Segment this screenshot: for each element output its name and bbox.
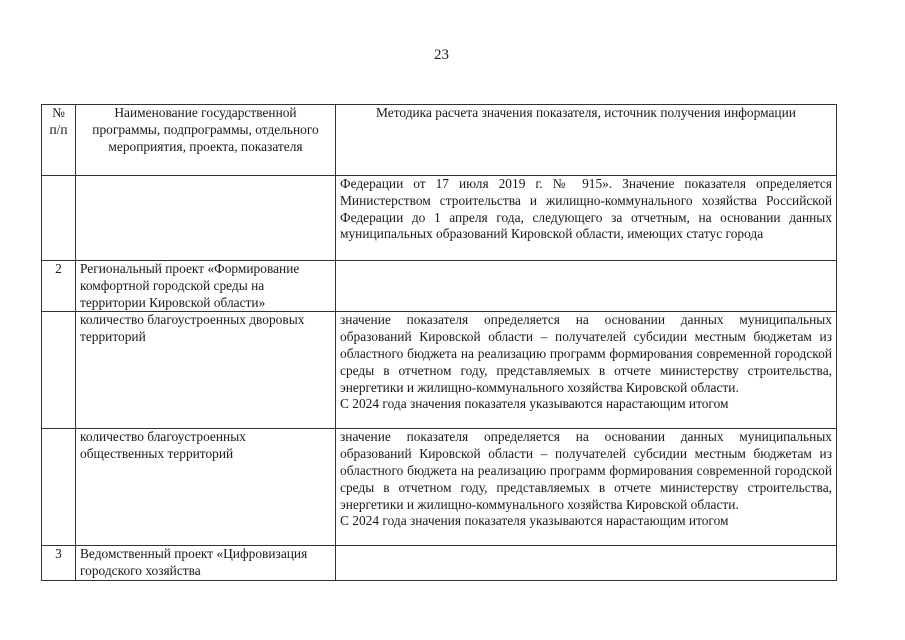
table-row <box>42 312 837 429</box>
row-name: Региональный проект «Формирование комфортной городской среды на территории Кировской области» <box>76 261 336 312</box>
method-text: Федерации от 17 июля 2019 г. № 915». Значение показателя определяется Министерством строительства и жилищно-коммунального хозяйства Российской Федерации до 1 апреля года, следующего за отчетным, на основании данных муниципальных образований Кировской области, имеющих статус города <box>340 176 832 242</box>
table-row <box>42 429 837 546</box>
indicators-table <box>41 104 837 581</box>
method-note: С 2024 года значения показателя указываются нарастающим итогом <box>340 396 729 412</box>
header-name: Наименование государственной программы, подпрограммы, отдельного мероприятия, проекта, показателя <box>76 105 336 176</box>
row-method <box>336 176 837 261</box>
method-text: значение показателя определяется на основании данных муниципальных образований Кировской области – получателей субсидии местным бюджетам из областного бюджета на реализацию программ формирования современной городской среды в отчетном году, представляемых в отчете министерству строительства, энергетики и жилищно-коммунального хозяйства Кировской области. <box>340 312 832 395</box>
method-text: значение показателя определяется на основании данных муниципальных образований Кировской области – получателей субсидии местным бюджетам из областного бюджета на реализацию программ формирования современной городской среды в отчетном году, представляемых в отчете министерству строительства, энергетики и жилищно-коммунального хозяйства Кировской области. <box>340 429 832 512</box>
row-method <box>336 261 837 312</box>
row-num: 3 <box>42 546 76 581</box>
row-name: количество благоустроенных общественных территорий <box>76 429 336 546</box>
row-num <box>42 176 76 261</box>
method-note: С 2024 года значения показателя указываются нарастающим итогом <box>340 513 729 529</box>
table-row <box>42 546 837 581</box>
header-method: Методика расчета значения показателя, источник получения информации <box>336 105 837 176</box>
row-name <box>76 176 336 261</box>
table-row <box>42 261 837 312</box>
row-name: количество благоустроенных дворовых территорий <box>76 312 336 429</box>
row-method <box>336 312 837 429</box>
table-header-row <box>42 105 837 176</box>
row-method <box>336 429 837 546</box>
row-num <box>42 429 76 546</box>
row-method <box>336 546 837 581</box>
table-row <box>42 176 837 261</box>
header-num: № п/п <box>42 105 76 176</box>
row-name: Ведомственный проект «Цифровизация городского хозяйства <box>76 546 336 581</box>
row-num <box>42 312 76 429</box>
row-num: 2 <box>42 261 76 312</box>
page-number: 23 <box>434 47 449 63</box>
